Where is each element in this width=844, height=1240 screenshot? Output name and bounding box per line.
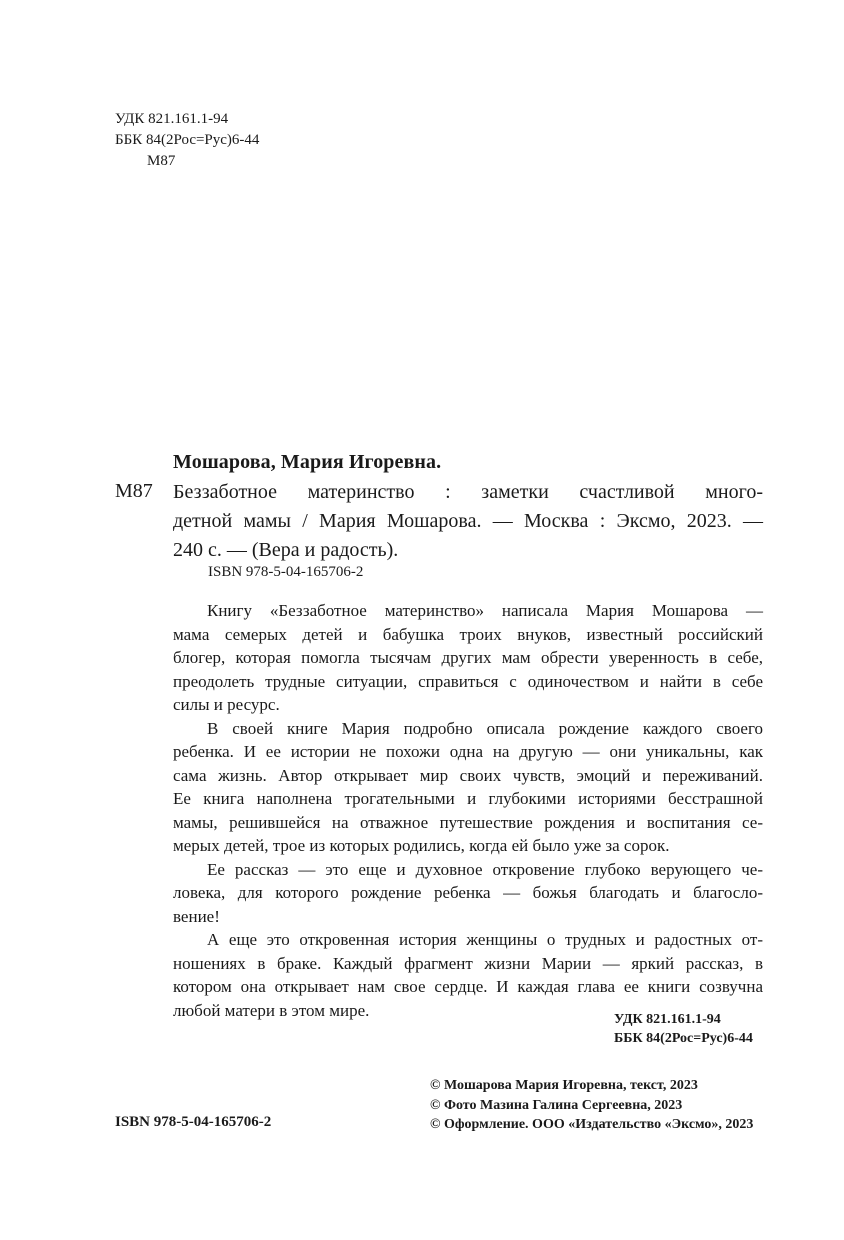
annotation-paragraph [173, 928, 763, 1022]
annotation-line: мама семерых детей и бабушка троих внуков, известный российский [173, 624, 763, 644]
copyright-line: © Мошарова Мария Игоревна, текст, 2023 [430, 1078, 698, 1093]
footer-bbk: ББК 84(2Рос=Рус)6-44 [614, 1031, 753, 1046]
annotation-paragraph [173, 858, 763, 929]
annotation-line: сама жизнь. Автор открывает мир своих чувств, эмоций и переживаний. [173, 765, 763, 785]
author-heading: Мошарова, Мария Игоревна. [173, 451, 442, 473]
annotation-line: любой матери в этом мире. [173, 1000, 370, 1020]
copyright-block [430, 1076, 753, 1135]
annotation-paragraph [173, 599, 763, 717]
bbk-code: ББК 84(2Рос=Рус)6-44 [115, 132, 260, 148]
footer-isbn: ISBN 978-5-04-165706-2 [115, 1114, 272, 1130]
description-line: Беззаботное материнство : заметки счастливой много- [173, 481, 763, 503]
udk-code: УДК 821.161.1-94 [115, 111, 229, 127]
annotation-line: ловека, для которого рождение ребенка — божья благодать и благосло- [173, 883, 763, 902]
description-line: детной мамы / Мария Мошарова. — Москва : Эксмо, 2023. — [173, 510, 763, 532]
annotation-line: преодолеть трудные ситуации, справиться с одиночеством и найти в себе [173, 671, 763, 691]
annotation-line: котором она открывает нам свое сердце. И каждая глава ее книги созвучна [173, 977, 763, 996]
cutter-code: М87 [147, 153, 176, 169]
annotation-line: ношениях в браке. Каждый фрагмент жизни Марии — яркий рассказ, в [173, 953, 763, 973]
annotation-line: А еще это откровенная история женщины о трудных и радостных от- [207, 930, 763, 949]
annotation-line: ребенка. И ее истории не похожи одна на другую — они уникальны, как [173, 742, 763, 761]
annotation-line: силы и ресурс. [173, 695, 280, 714]
copyright-line: © Фото Мазина Галина Сергеевна, 2023 [430, 1097, 683, 1113]
annotation-line: Ее рассказ — это еще и духовное откровение глубоко верующего че- [207, 859, 763, 879]
annotation-line: мамы, решившейся на отважное путешествие рождения и воспитания се- [173, 812, 763, 832]
copyright-line: © Оформление. ООО «Издательство «Эксмо», 2023 [430, 1117, 754, 1132]
annotation-paragraph [173, 717, 763, 858]
annotation-line: мерых детей, трое из которых родились, когда ей было уже за сорок. [173, 836, 670, 855]
annotation-line: В своей книге Мария подробно описала рождение каждого своего [207, 718, 763, 738]
annotation-line: Ее книга наполнена трогательными и глубокими историями бесстрашной [173, 789, 763, 808]
bibliographic-description [173, 478, 763, 565]
annotation-line: вение! [173, 906, 220, 926]
cutter-mark: М87 [115, 480, 153, 502]
footer-classification [614, 1010, 753, 1048]
annotation [173, 599, 763, 1022]
classification-codes [115, 109, 259, 172]
annotation-line: Книгу «Беззаботное материнство» написала Мария Мошарова — [207, 601, 763, 620]
description-line: 240 с. — (Вера и радость). [173, 539, 399, 561]
record-isbn: ISBN 978-5-04-165706-2 [208, 564, 364, 580]
footer-udk: УДК 821.161.1-94 [614, 1012, 721, 1027]
annotation-line: блогер, которая помогла тысячам других мам обрести уверенность в себе, [173, 648, 763, 667]
